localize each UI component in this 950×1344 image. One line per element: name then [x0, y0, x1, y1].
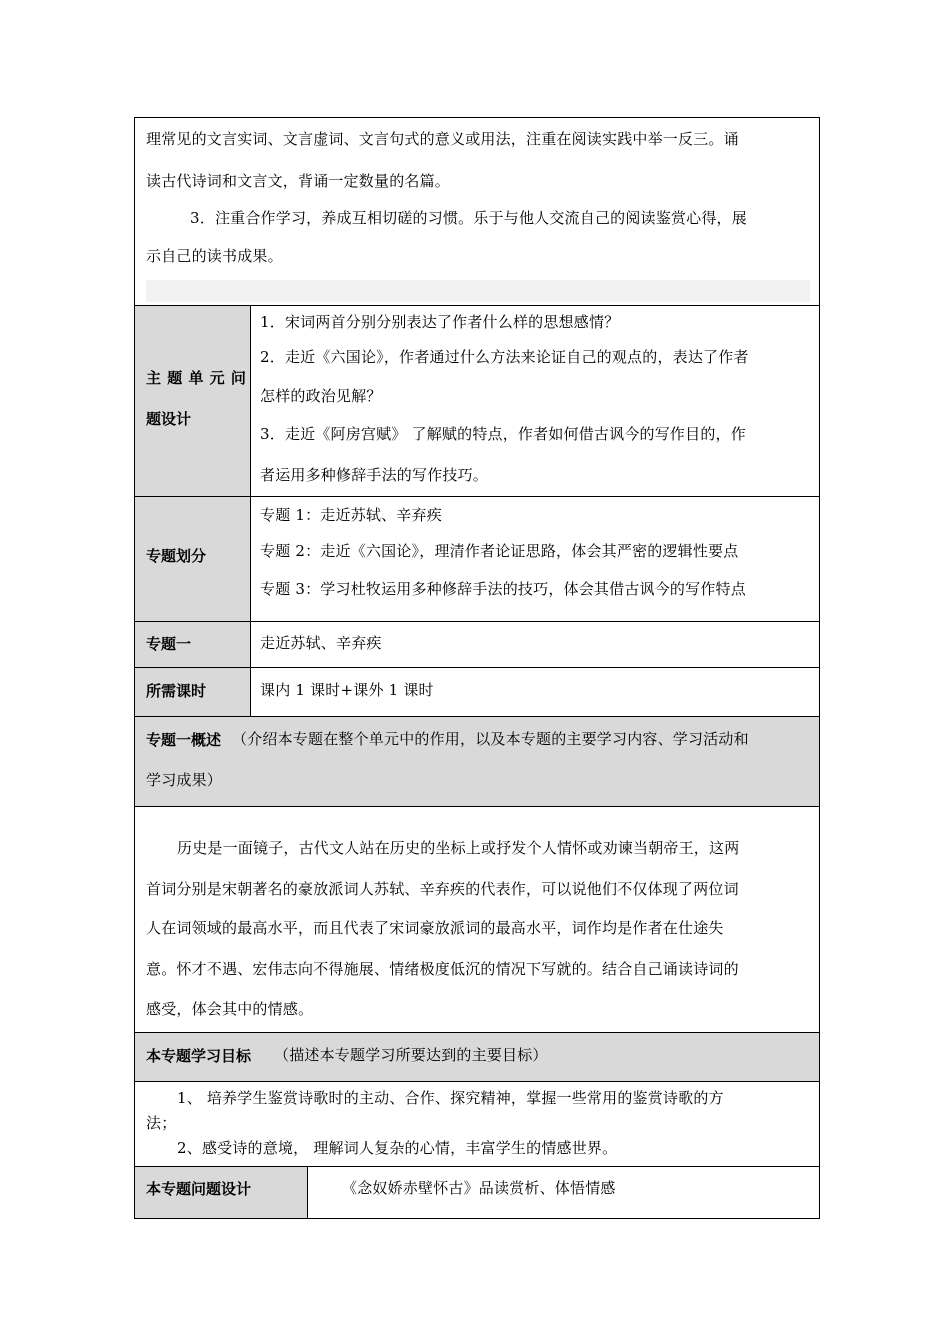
column-divider — [307, 1166, 308, 1218]
goal-item: 法； — [146, 1114, 177, 1132]
intro-line: 3．注重合作学习，养成互相切磋的习惯。乐于与他人交流自己的阅读鉴赏心得，展 — [190, 209, 747, 227]
topic-item: 专题 2：走近《六国论》，理清作者论证思路，体会其严密的逻辑性要点 — [260, 542, 739, 560]
questions-label: 主 题 单 元 问 — [146, 369, 247, 387]
question-item: 2．走近《六国论》，作者通过什么方法来论证自己的观点的，表达了作者 — [260, 348, 749, 366]
overview-body-line: 意。怀才不遇、宏伟志向不得施展、情绪极度低沉的情况下写就的。结合自己诵读诗词的 — [146, 960, 739, 978]
overview-body-line: 人在词领域的最高水平，而且代表了宋词豪放派词的最高水平，词作均是作者在仕途失 — [146, 919, 724, 937]
overview-note: 学习成果） — [146, 771, 223, 789]
hours-label: 所需课时 — [146, 682, 207, 700]
row-divider — [134, 716, 820, 717]
row-divider — [134, 667, 820, 668]
goal-item: 2、感受诗的意境， 理解词人复杂的心情，丰富学生的情感世界。 — [177, 1139, 618, 1157]
goals-label: 本专题学习目标 — [146, 1047, 252, 1065]
row-divider — [134, 305, 820, 306]
intro-line: 理常见的文言实词、文言虚词、文言句式的意义或用法，注重在阅读实践中举一反三。诵 — [146, 130, 739, 148]
topic-item: 专题 1：走近苏轼、辛弃疾 — [260, 506, 442, 524]
overview-label: 专题一概述 — [146, 731, 222, 749]
hours-value: 课内 1 课时+课外 1 课时 — [260, 681, 434, 699]
overview-body-line: 首词分别是宋朝著名的豪放派词人苏轼、辛弃疾的代表作，可以说他们不仅体现了两位词 — [146, 880, 739, 898]
intro-line: 读古代诗词和文言文，背诵一定数量的名篇。 — [146, 172, 451, 190]
question-item: 3．走近《阿房宫赋》 了解赋的特点，作者如何借古讽今的写作目的，作 — [260, 425, 746, 443]
topic-one-label: 专题一 — [146, 635, 192, 653]
overview-body-line: 历史是一面镜子，古代文人站在历史的坐标上或抒发个人情怀或劝谏当朝帝王，这两 — [177, 839, 740, 857]
questions-label: 题设计 — [146, 410, 192, 428]
question-item: 怎样的政治见解？ — [260, 387, 382, 405]
topics-label: 专题划分 — [146, 547, 207, 565]
goals-note: （描述本专题学习所要达到的主要目标） — [274, 1046, 548, 1064]
topic-item: 专题 3：学习杜牧运用多种修辞手法的技巧，体会其借古讽今的写作特点 — [260, 580, 746, 598]
column-divider — [250, 305, 251, 716]
question-item: 者运用多种修辞手法的写作技巧。 — [260, 466, 489, 484]
goal-item: 1、 培养学生鉴赏诗歌时的主动、合作、探究精神，掌握一些常用的鉴赏诗歌的方 — [177, 1089, 724, 1107]
row-divider — [134, 1081, 820, 1082]
overview-body-line: 感受，体会其中的情感。 — [146, 1000, 314, 1018]
row-divider — [134, 1166, 820, 1167]
row-divider — [134, 621, 820, 622]
row-divider — [134, 496, 820, 497]
question-item: 1．宋词两首分别分别表达了作者什么样的思想感情？ — [260, 313, 620, 331]
overview-note: （介绍本专题在整个单元中的作用，以及本专题的主要学习内容、学习活动和 — [232, 730, 749, 748]
problem-design-value: 《念奴娇赤壁怀古》品读赏析、体悟情感 — [342, 1179, 616, 1197]
intro-line: 示自己的读书成果。 — [146, 247, 283, 265]
row-divider — [134, 806, 820, 807]
problem-design-label: 本专题问题设计 — [146, 1180, 252, 1198]
topic-one-value: 走近苏轼、辛弃疾 — [260, 634, 382, 652]
row-divider — [134, 1032, 820, 1033]
